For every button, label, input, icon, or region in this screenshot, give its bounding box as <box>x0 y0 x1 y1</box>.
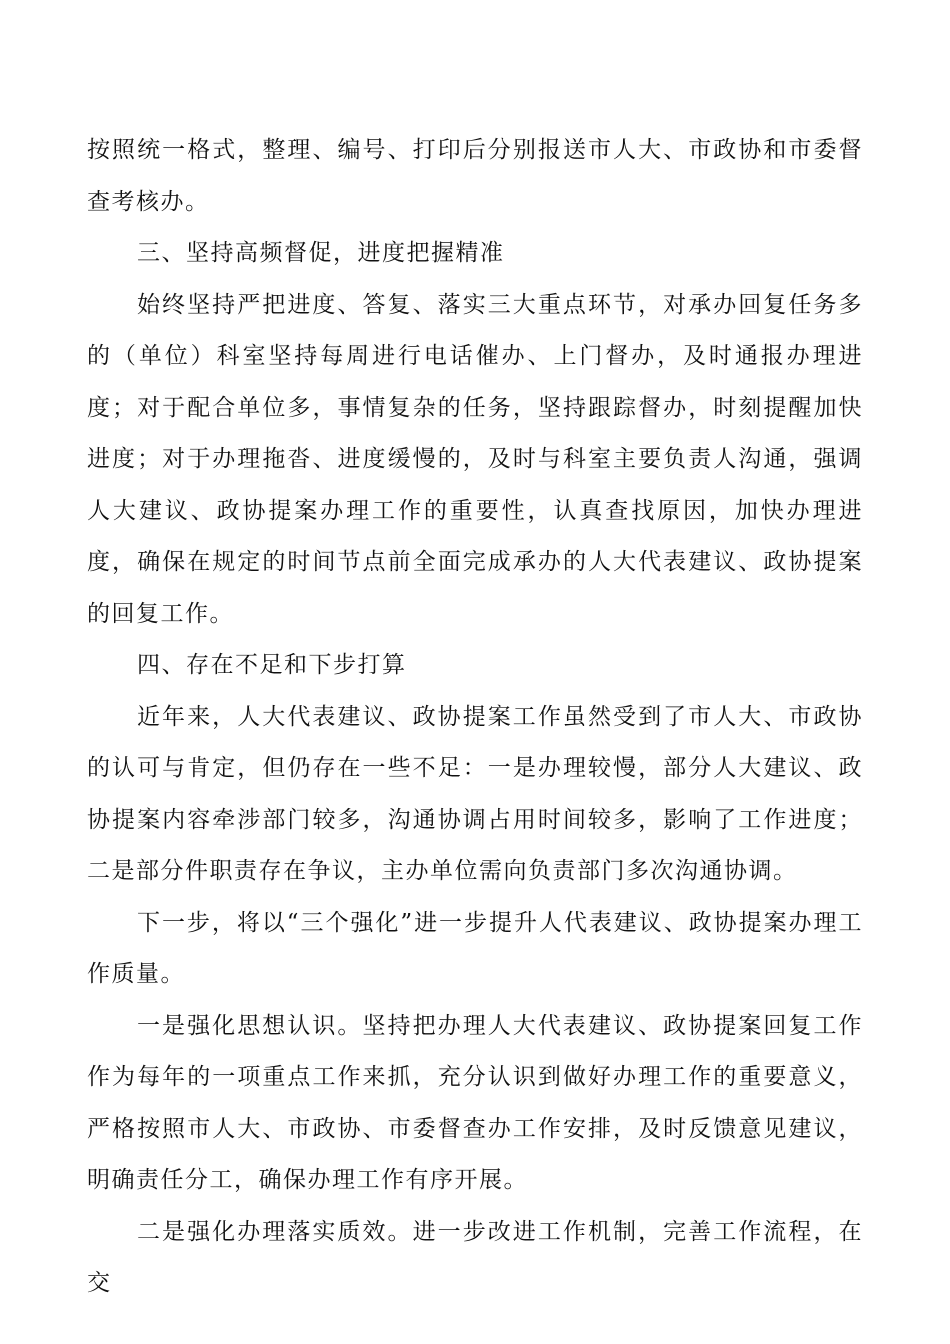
document-body <box>87 125 863 1310</box>
paragraph-strengthen-quality: 二是强化办理落实质效。进一步改进工作机制，完善工作流程，在交 <box>87 1218 863 1296</box>
paragraph-shortcomings: 近年来，人大代表建议、政协提案工作虽然受到了市人大、市政协的认可与肯定，但仍存在一些不足：一是办理较慢，部分人大建议、政协提案内容牵涉部门较多，沟通协调占用时间较多，影响了工作进度；二是部分件职责存在争议，主办单位需向负责部门多次沟通协调。 <box>87 703 863 884</box>
paragraph-next-steps: 下一步，将以“三个强化”进一步提升人代表建议、政协提案办理工作质量。 <box>87 909 863 987</box>
section-heading-4: 四、存在不足和下步打算 <box>137 652 407 678</box>
paragraph-progress: 始终坚持严把进度、答复、落实三大重点环节，对承办回复任务多的（单位）科室坚持每周进行电话催办、上门督办，及时通报办理进度；对于配合单位多，事情复杂的任务，坚持跟踪督办，时刻提醒加快进度；对于办理拖沓、进度缓慢的，及时与科室主要负责人沟通，强调人大建议、政协提案办理工作的重要性，认真查找原因，加快办理进度，确保在规定的时间节点前全面完成承办的人大代表建议、政协提案的回复工作。 <box>87 291 863 627</box>
paragraph-strengthen-awareness: 一是强化思想认识。坚持把办理人大代表建议、政协提案回复工作作为每年的一项重点工作来抓，充分认识到做好办理工作的重要意义，严格按照市人大、市政协、市委督查办工作安排，及时反馈意见建议，明确责任分工，确保办理工作有序开展。 <box>87 1012 863 1193</box>
paragraph-continuation: 按照统一格式，整理、编号、打印后分别报送市人大、市政协和市委督查考核办。 <box>87 137 863 215</box>
section-heading-3: 三、坚持高频督促，进度把握精准 <box>137 240 505 266</box>
